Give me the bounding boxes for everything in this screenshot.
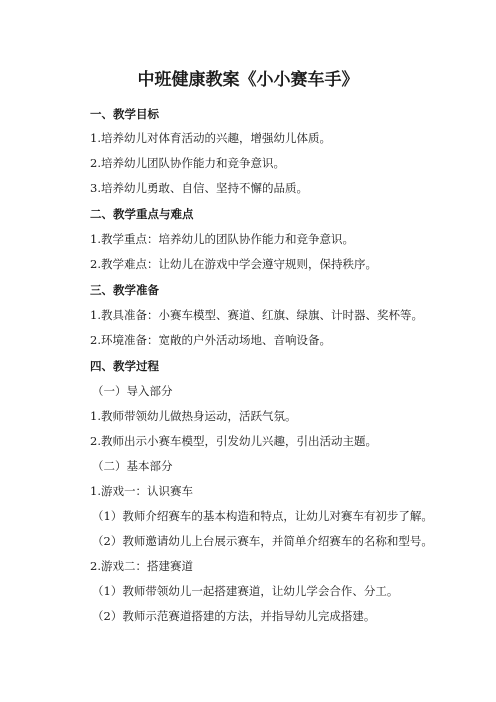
paragraph-line: 1.培养幼儿对体育活动的兴趣，增强幼儿体质。 (90, 131, 331, 145)
paragraph-line: 2.培养幼儿团队协作能力和竞争意识。 (90, 156, 285, 170)
paragraph-line: 2.环境准备：宽敞的户外活动场地、音响设备。 (90, 333, 331, 347)
paragraph-line: 2.游戏二：搭建赛道 (90, 559, 193, 573)
paragraph-line: （1）教师介绍赛车的基本构造和特点，让幼儿对赛车有初步了解。 (92, 509, 433, 523)
paragraph-line: 2.教师出示小赛车模型，引发幼儿兴趣，引出活动主题。 (90, 434, 377, 448)
document-title: 中班健康教案《小小赛车手》 (137, 70, 359, 90)
subsection-heading: （一）导入部分 (92, 384, 173, 398)
paragraph-line: 3.培养幼儿勇敢、自信、坚持不懈的品质。 (90, 181, 308, 195)
section-heading-process: 四、教学过程 (90, 359, 159, 373)
paragraph-line: 1.游戏一：认识赛车 (90, 484, 193, 498)
paragraph-line: 2.教学难点：让幼儿在游戏中学会遵守规则，保持秩序。 (90, 257, 377, 271)
section-heading-preparation: 三、教学准备 (90, 283, 159, 297)
paragraph-line: （2）教师示范赛道搭建的方法，并指导幼儿完成搭建。 (92, 609, 376, 623)
paragraph-line: 1.教学重点：培养幼儿的团队协作能力和竞争意识。 (90, 232, 354, 246)
section-heading-objectives: 一、教学目标 (90, 107, 159, 121)
paragraph-line: （1）教师带领幼儿一起搭建赛道，让幼儿学会合作、分工。 (92, 584, 399, 598)
paragraph-line: 1.教师带领幼儿做热身运动，活跃气氛。 (90, 409, 297, 423)
subsection-heading: （二）基本部分 (92, 459, 173, 473)
paragraph-line: （2）教师邀请幼儿上台展示赛车，并简单介绍赛车的名称和型号。 (92, 534, 433, 548)
section-heading-key-points: 二、教学重点与难点 (90, 207, 194, 221)
paragraph-line: 1.教具准备：小赛车模型、赛道、红旗、绿旗、计时器、奖杯等。 (90, 308, 423, 322)
